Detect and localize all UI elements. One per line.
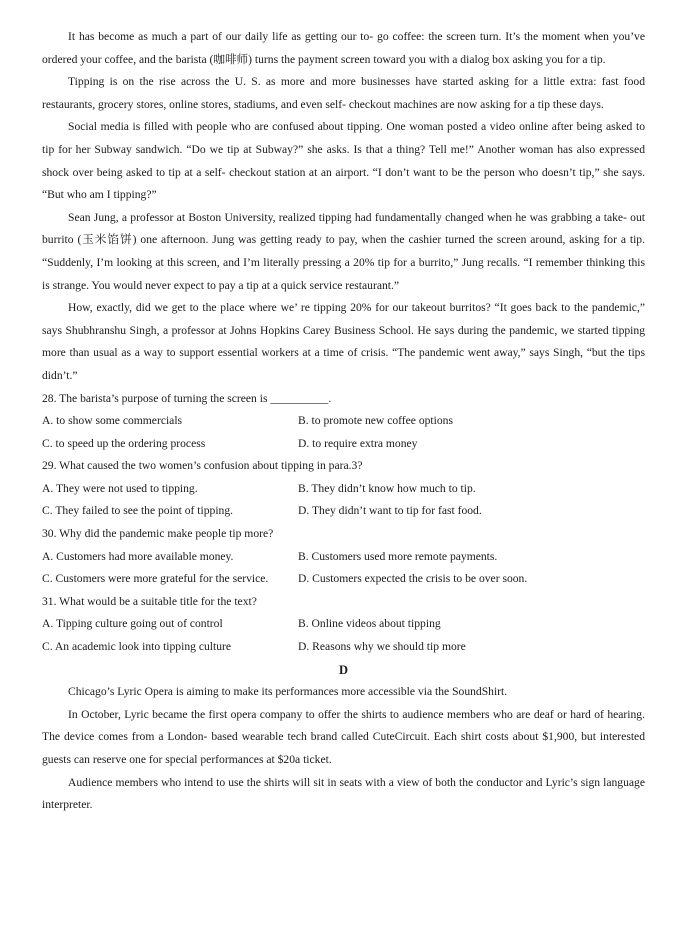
question-options bbox=[42, 546, 645, 591]
option-c: C. Customers were more grateful for the service. bbox=[42, 572, 269, 586]
passage-c-paragraph-2: Tipping is on the rise across the U. S. as more and more businesses have started asking for a little extra: fast food restaurants, grocery stores, online stores, stadiums, and even self- checkout machines are now asking for a tip these days. bbox=[42, 75, 645, 111]
question-stem: 30. Why did the pandemic make people tip more? bbox=[42, 527, 274, 541]
option-b: B. to promote new coffee options bbox=[298, 414, 453, 428]
question-stem: 28. The barista’s purpose of turning the screen is __________. bbox=[42, 391, 332, 405]
section-heading: D bbox=[338, 662, 349, 677]
option-b: B. They didn’t know how much to tip. bbox=[298, 481, 476, 495]
option-c: C. to speed up the ordering process bbox=[42, 436, 206, 450]
option-d: D. They didn’t want to tip for fast food. bbox=[298, 504, 482, 518]
option-d: D. Reasons why we should tip more bbox=[298, 640, 466, 654]
question-options bbox=[42, 478, 645, 523]
option-b: B. Online videos about tipping bbox=[298, 617, 441, 631]
option-a: A. Customers had more available money. bbox=[42, 549, 234, 563]
question-31 bbox=[42, 591, 645, 659]
question-30 bbox=[42, 523, 645, 591]
passage-c-paragraph-1: It has become as much a part of our daily life as getting our to- go coffee: the screen turn. It’s the moment when you’ve ordered your coffee, and the barista (咖啡师) turns the payment screen toward you with a dialog box asking you for a tip. bbox=[42, 30, 645, 66]
option-b: B. Customers used more remote payments. bbox=[298, 549, 498, 563]
passage-d bbox=[42, 659, 645, 817]
passage-c-paragraph-5: How, exactly, did we get to the place where we’ re tipping 20% for our takeout burritos? “It goes back to the pandemic,” says Shubhranshu Singh, a professor at Johns Hopkins Carey Business School. He says during the pandemic, we started tipping more than usual as a way to support essential workers at a time of crisis. “The pandemic went away,” says Singh, “but the tips didn’t.” bbox=[42, 301, 645, 382]
question-options bbox=[42, 613, 645, 658]
question-28 bbox=[42, 388, 645, 456]
option-c: C. An academic look into tipping culture bbox=[42, 640, 232, 654]
passage-d-paragraph-3: Audience members who intend to use the shirts will sit in seats with a view of both the conductor and Lyric’s sign language interpreter. bbox=[42, 775, 645, 812]
passage-d-paragraph-2: In October, Lyric became the first opera company to offer the shirts to audience members who are deaf or hard of hearing. The device comes from a London- based wearable tech brand called CuteCircuit. Each shirt costs about $1,900, but interested guests can reserve one for special performances at $20a ticket. bbox=[42, 707, 645, 766]
question-options bbox=[42, 410, 645, 455]
option-c: C. They failed to see the point of tipping. bbox=[42, 504, 234, 518]
passage-c-paragraph-4: Sean Jung, a professor at Boston University, realized tipping had fundamentally changed when he was grabbing a take- out burrito (玉米馅饼) one afternoon. Jung was getting ready to pay, when the cashier turned the screen around, asking for a tip. “Suddenly, I’m looking at this screen, and I’m literally pressing a 20% tip for a burrito,” Jung recalls. “I remember thinking this is strange. You would never expect to pay a tip at a quick service restaurant.” bbox=[42, 210, 645, 292]
question-29 bbox=[42, 455, 645, 523]
option-d: D. to require extra money bbox=[298, 436, 418, 450]
option-a: A. They were not used to tipping. bbox=[42, 481, 198, 495]
question-stem: 31. What would be a suitable title for the text? bbox=[42, 594, 257, 608]
passage-d-paragraph-1: Chicago’s Lyric Opera is aiming to make its performances more accessible via the SoundShirt. bbox=[68, 685, 508, 699]
option-d: D. Customers expected the crisis to be over soon. bbox=[298, 572, 528, 586]
option-a: A. Tipping culture going out of control bbox=[42, 617, 223, 631]
passage-c bbox=[42, 26, 645, 388]
option-a: A. to show some commercials bbox=[42, 414, 183, 428]
question-stem: 29. What caused the two women’s confusion about tipping in para.3? bbox=[42, 459, 363, 473]
passage-c-paragraph-3: Social media is filled with people who are confused about tipping. One woman posted a video online after being asked to tip for her Subway sandwich. “Do we tip at Subway?” she asks. Is that a thing? Tell me!” Another woman has also expressed shock over being asked to tip at a self- checkout station at an airport. “I don’t want to be the person who doesn’t tip,” she says. “But who am I tipping?” bbox=[42, 120, 645, 202]
